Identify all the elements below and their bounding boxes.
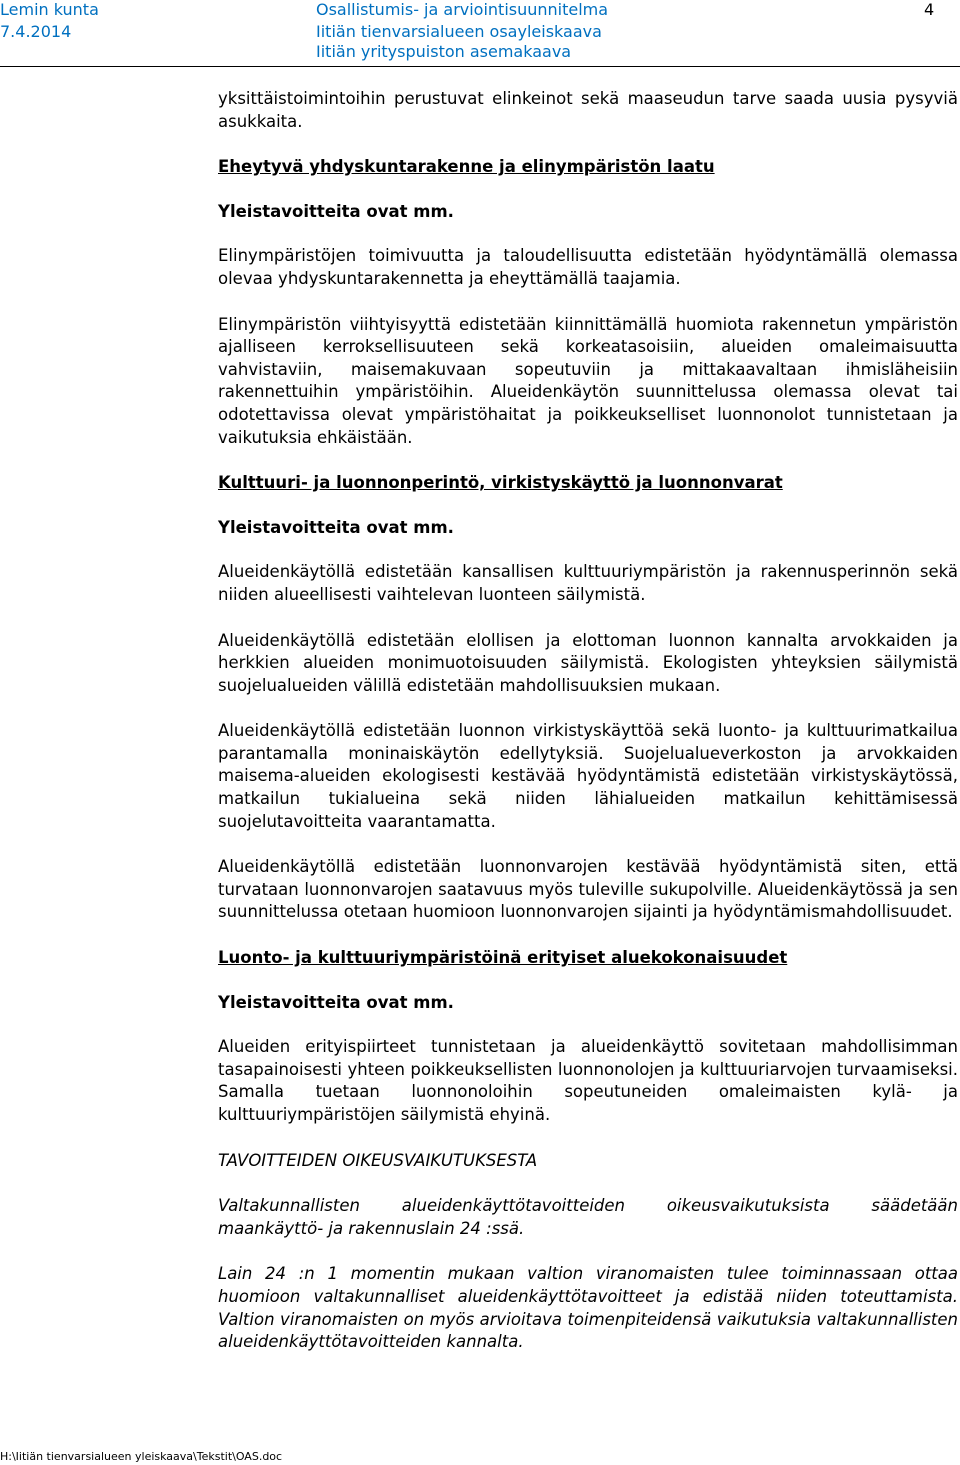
paragraph: Alueidenkäytöllä edistetään elollisen ja elottoman luonnon kannalta arvokkaiden ja herkkien alueiden monimuotoisuuden säilymistä. Ekologisten yhteyksien säilymistä suojelualueiden välillä edistetään mahdollisuuksien mukaan. bbox=[218, 630, 958, 695]
header-divider bbox=[0, 66, 960, 67]
page-header bbox=[0, 0, 960, 66]
goals-label: Yleistavoitteita ovat mm. bbox=[218, 517, 454, 537]
header-municipality: Lemin kunta bbox=[0, 0, 99, 19]
section-heading-luonto: Luonto- ja kulttuuriympäristöinä erityiset aluekokonaisuudet bbox=[218, 948, 788, 968]
goals-label: Yleistavoitteita ovat mm. bbox=[218, 201, 454, 221]
paragraph: Alueidenkäytöllä edistetään kansallisen kulttuuriympäristön ja rakennusperinnön sekä niiden alueellisesti vaihtelevan luonteen säilymistä. bbox=[218, 562, 958, 604]
section-heading-eheytyva: Eheytyvä yhdyskuntarakenne ja elinympäristön laatu bbox=[218, 157, 715, 177]
section-heading-kulttuuri: Kulttuuri- ja luonnonperintö, virkistyskäyttö ja luonnonvarat bbox=[218, 473, 783, 493]
legal-paragraph: Valtakunnallisten alueidenkäyttötavoitteiden oikeusvaikutuksista säädetään maankäyttö- ja rakennuslain 24 :ssä. bbox=[218, 1196, 958, 1238]
paragraph: Elinympäristöjen toimivuutta ja taloudellisuutta edistetään hyödyntämällä olemassa olevaa yhdyskuntarakennetta ja eheyttämällä taajamia. bbox=[218, 246, 958, 288]
header-plan-1: Iitiän tienvarsialueen osayleiskaava bbox=[316, 22, 602, 41]
paragraph: Elinympäristön viihtyisyyttä edistetään kiinnittämällä huomiota rakennetun ympäristön ajalliseen kerroksellisuuteen sekä korkeatasoisiin, alueiden omaleimaisuutta vahvistaviin, maisemakuvaan sopeutuviin ja mittakaavaltaan ihmisläheisiin rakennettuihin ympäristöihin. Alueidenkäytön suunnittelussa olemassa olevat tai odotettavissa olevat ympäristöhaitat ja poikkeukselliset luonnonolot tunnistetaan ja vaikutuksia ehkäistään. bbox=[218, 314, 958, 447]
paragraph: Alueiden erityispiirteet tunnistetaan ja alueidenkäyttö sovitetaan mahdollisimman tasapainoisesti yhteen poikkeuksellisten luonnonolojen ja kulttuuriarvojen turvaamiseksi. Samalla tuetaan luonnonoloihin sopeutuneiden omaleimaisten kylä- ja kulttuuriympäristöjen säilymistä ehyinä. bbox=[218, 1037, 958, 1124]
paragraph: Alueidenkäytöllä edistetään luonnon virkistyskäyttöä sekä luonto- ja kulttuurimatkailua parantamalla moninaiskäytön edellytyksiä. Suojelualueverkoston ja arvokkaiden maisema-alueiden ekologisesti kestävää hyödyntämistä edistetään virkistyskäytössä, matkailun tukialueina sekä niiden lähialueiden matkailun kehittämisessä suojelutavoitteita vaarantamatta. bbox=[218, 721, 958, 831]
header-plan-2: Iitiän yrityspuiston asemakaava bbox=[316, 42, 572, 61]
legal-paragraph: Lain 24 :n 1 momentin mukaan valtion viranomaisten tulee toiminnassaan ottaa huomioon valtakunnalliset alueidenkäyttötavoitteet ja edistää niiden toteuttamista. Valtion viranomaisten on myös arvioitava toimenpiteidensä vaikutuksia valtakunnallisten alueidenkäyttötavoitteiden kannalta. bbox=[218, 1264, 958, 1352]
header-page-number: 4 bbox=[924, 0, 935, 19]
header-doc-type: Osallistumis- ja arviointisuunnitelma bbox=[316, 0, 609, 19]
paragraph-intro: yksittäistoimintoihin perustuvat elinkeinot sekä maaseudun tarve saada uusia pysyviä asukkaita. bbox=[218, 89, 958, 131]
legal-heading: TAVOITTEIDEN OIKEUSVAIKUTUKSESTA bbox=[218, 1150, 538, 1170]
goals-label: Yleistavoitteita ovat mm. bbox=[218, 992, 454, 1012]
footer-file-path: H:\Iitiän tienvarsialueen yleiskaava\Tekstit\OAS.doc bbox=[0, 1450, 283, 1463]
paragraph: Alueidenkäytöllä edistetään luonnonvarojen kestävää hyödyntämistä siten, että turvataan luonnonvarojen saatavuus myös tuleville sukupolville. Alueidenkäytössä ja sen suunnittelussa otetaan huomioon luonnonvarojen sijainti ja hyödyntämismahdollisuudet. bbox=[218, 857, 958, 922]
document-body bbox=[218, 88, 958, 1377]
header-date: 7.4.2014 bbox=[0, 22, 72, 41]
